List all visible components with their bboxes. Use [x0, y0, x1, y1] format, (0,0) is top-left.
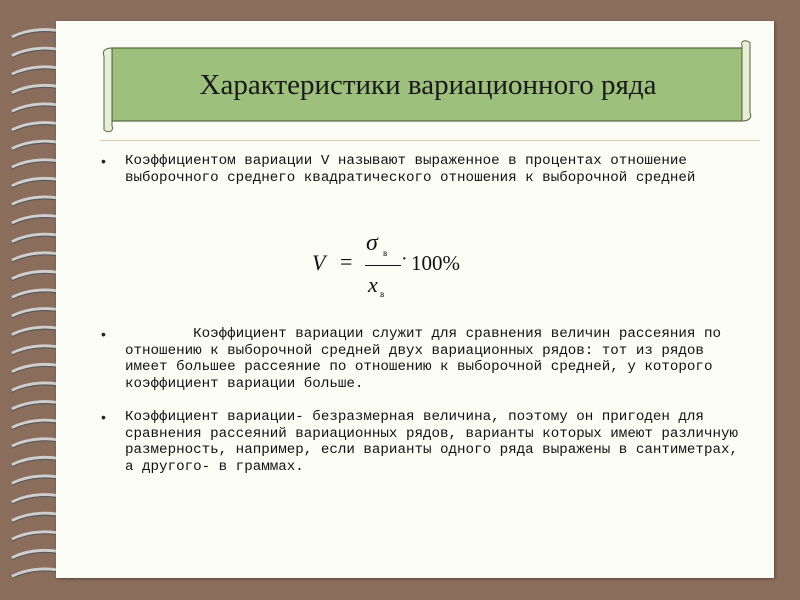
formula-denominator: x [368, 272, 378, 297]
bullet-marker: • [101, 326, 106, 342]
formula-multiply: · [401, 248, 408, 270]
slide-title: Характеристики вариационного ряда [199, 68, 657, 101]
formula-denominator-subscript: в [380, 289, 385, 299]
formula-numerator-subscript: в [383, 248, 388, 258]
title-divider [100, 140, 760, 141]
formula-lhs: V [312, 250, 326, 275]
formula-equals: = [340, 249, 353, 274]
formula-percent: 100% [411, 251, 460, 275]
formula-fraction-bar [365, 265, 401, 266]
bullet-text: Коэффициент вариации служит для сравнения величин рассеяния по отношению к выборочной средней двух вариационных рядов: тот из рядов имеет большее рассеяние по отношению к выборочной средней, у которого коэффициент вариации больше. [125, 326, 730, 392]
formula-numerator: σ [366, 230, 378, 256]
bullet-text: Коэффициент вариации- безразмерная величина, поэтому он пригоден для сравнения рассеяний вариационных рядов, варианты которых имеют различную размерность, например, если варианты одного ряда выражены в сантиметрах, а другого- в граммах. [125, 409, 747, 475]
bullet-marker: • [101, 153, 106, 169]
bullet-text: Коэффициентом вариации V называют выраженное в процентах отношение выборочного среднего квадратического отношения к выборочной средней [125, 153, 704, 186]
bullet-marker: • [101, 409, 106, 425]
variation-formula [312, 232, 492, 304]
